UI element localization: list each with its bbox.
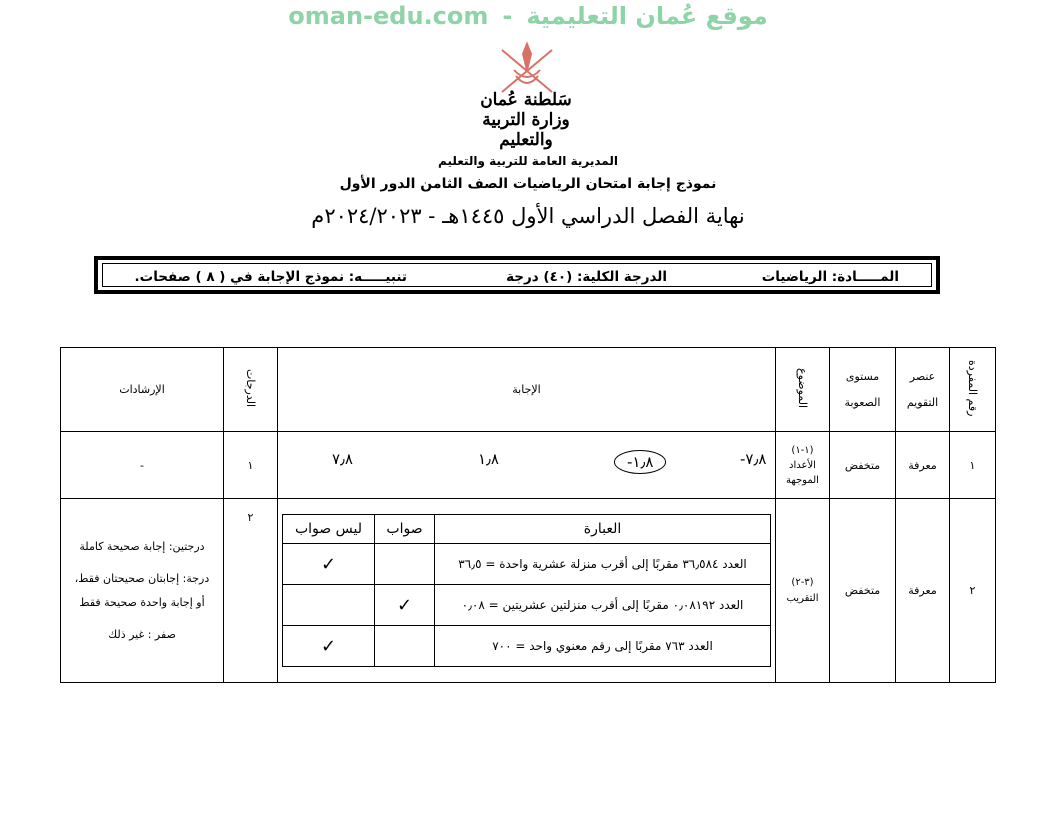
topic: (١-١) الأعداد الموجهة	[776, 432, 830, 499]
option-d: ٧٫٨	[332, 450, 353, 468]
table-row	[61, 432, 996, 499]
option-b-correct: -١٫٨	[614, 450, 666, 474]
watermark	[0, 2, 1056, 30]
statement-text: العدد ٣٦٫٥٨٤ مقربًا إلى أقرب منزلة عشرية واحدة = ٣٦٫٥	[435, 544, 771, 585]
guidance	[61, 499, 224, 683]
header-item: رقم المفردة	[950, 348, 996, 432]
guidance-line: درجتين: إجابة صحيحة كاملة	[79, 539, 205, 553]
evaluation-element: معرفة	[896, 499, 950, 683]
statement-text: العدد ٠٫٠٨١٩٢ مقربًا إلى أقرب منزلتين عشريتين = ٠٫٠٨	[435, 585, 771, 626]
ministry-line2: وزارة التربية والتعليم	[482, 110, 570, 150]
wrong-cell	[283, 544, 375, 585]
item-number: ٢	[950, 499, 996, 683]
option-c: ١٫٨	[478, 450, 499, 468]
watermark-arabic: موقع عُمان التعليمية	[526, 2, 768, 30]
item-number: ١	[950, 432, 996, 499]
statements-header-row	[283, 515, 771, 544]
correct-cell	[375, 585, 435, 626]
statement-text: العدد ٧٦٣ مقربًا إلى رقم معنوي واحد = ٧٠٠	[435, 626, 771, 667]
header-difficulty: مستوى الصعوبة	[830, 348, 896, 432]
directorate-title: المديرية العامة للتربية والتعليم	[438, 154, 618, 168]
table-header-row	[61, 348, 996, 432]
statement-row	[283, 544, 771, 585]
marks: ١	[224, 432, 278, 499]
topic: (٣-٢) التقريب	[776, 499, 830, 683]
correct-cell	[375, 626, 435, 667]
term-title: نهاية الفصل الدراسي الأول ١٤٤٥هـ - ٢٠٢٤/٢٠٢٣م	[311, 204, 745, 228]
guidance-line: أو إجابة واحدة صحيحة فقط	[79, 595, 205, 609]
header-guidance: الإرشادات	[61, 348, 224, 432]
statement-row	[283, 585, 771, 626]
ministry-line1: سَلطنة عُمان	[480, 90, 572, 110]
watermark-dash: -	[502, 2, 513, 30]
check-icon: ✓	[320, 553, 337, 575]
marks: ٢	[224, 499, 278, 683]
statement-header: العبارة	[435, 515, 771, 544]
difficulty-level: متخفض	[830, 499, 896, 683]
correct-cell	[375, 544, 435, 585]
wrong-cell	[283, 626, 375, 667]
watermark-site: oman-edu.com	[288, 2, 489, 30]
ministry-logo-text	[456, 90, 596, 150]
correct-header: صواب	[375, 515, 435, 544]
exam-title: نموذج إجابة امتحان الرياضيات الصف الثامن الدور الأول	[339, 176, 717, 192]
statements-table	[282, 514, 771, 667]
answer-table	[60, 347, 996, 683]
evaluation-element: معرفة	[896, 432, 950, 499]
check-icon: ✓	[320, 635, 337, 657]
option-a: -٧٫٨	[740, 450, 767, 468]
guidance-line: صفر : غير ذلك	[108, 627, 176, 641]
note-label: تنبيـــــه: نموذج الإجابة في ( ٨ ) صفحات.	[134, 269, 407, 285]
answer-cell	[278, 499, 776, 683]
table-row	[61, 499, 996, 683]
check-icon: ✓	[396, 594, 413, 616]
header-element: عنصر التقويم	[896, 348, 950, 432]
header-answer: الإجابة	[278, 348, 776, 432]
header-topic: الموضوع	[776, 348, 830, 432]
answer-cell	[278, 432, 776, 499]
difficulty-level: متخفض	[830, 432, 896, 499]
header-marks: الدرجات	[224, 348, 278, 432]
wrong-header: ليس صواب	[283, 515, 375, 544]
total-marks-label: الدرجة الكلية: (٤٠) درجة	[506, 269, 667, 285]
statement-row	[283, 626, 771, 667]
guidance-line: درجة: إجابتان صحيحتان فقط،	[74, 571, 210, 585]
info-box	[94, 256, 940, 294]
wrong-cell	[283, 585, 375, 626]
subject-label: المـــــادة: الرياضيات	[761, 269, 899, 285]
guidance: -	[61, 432, 224, 499]
